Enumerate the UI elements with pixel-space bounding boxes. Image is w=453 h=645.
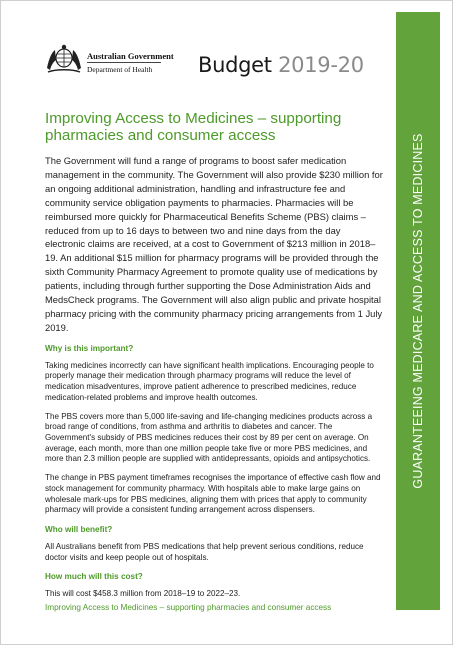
budget-heading — [198, 53, 364, 77]
budget-year: 2019-20 — [278, 53, 364, 77]
department-name: Department of Health — [87, 65, 153, 74]
coat-of-arms-icon — [44, 42, 84, 76]
section-heading-benefit: Who will benefit? — [45, 524, 113, 534]
section-heading-cost: How much will this cost? — [45, 572, 143, 582]
budget-word: Budget — [198, 53, 272, 77]
section-heading-why: Why is this important? — [45, 343, 134, 353]
side-band-label: GUARANTEEING MEDICARE AND ACCESS TO MEDICINES — [411, 133, 425, 489]
paragraph-why-2: The PBS covers more than 5,000 life-saving and life-changing medicines products across a broad range of conditions, from asthma and arthritis to diabetes and cancer. The Government's subsidy of PBS medicines reduces their cost by 89 per cent on average. On average, each month, more than one million people take five or more PBS medicines, and more than 2.3 million people are supplied with antidepressants, opioids and antipsychotics. — [45, 411, 373, 464]
lead-paragraph: The Government will fund a range of programs to boost safer medication management in the community. The Government will also provide $230 million for an ongoing additional administration, handling and infrastructure fee and community service obligation payments to pharmacies. Pharmacies will be reimbursed more quickly for Pharmaceutical Benefits Scheme (PBS) claims – reduced from up to 16 days to between two and nine days from the day electronic claims are received, at a cost to Government of $213 million in 2018–19. An additional $15 million for pharmacy programs will be provided through the sixth Community Pharmacy Agreement to promote quality use of medications by patients, including through further supporting the Dose Administration Aids and MedsCheck programs. The Government will also align public and private hospital pharmacy pricing with the community pharmacy pricing arrangements from 1 July 2019. — [45, 155, 383, 333]
government-name: Australian Government — [87, 51, 174, 61]
document-title: Improving Access to Medicines – supporting pharmacies and consumer access — [45, 110, 342, 144]
main-content — [45, 110, 383, 600]
header — [44, 42, 389, 87]
paragraph-why-3: The change in PBS payment timeframes recognises the importance of effective cash flow and stock management for community pharmacy. With hospitals able to make large gains on wholesale mark-ups for PBS medicines, aligning them with prices that apply to community pharmacy will provide a consistent funding arrangement across dispensers. — [45, 473, 381, 515]
footer-text: Improving Access to Medicines – supporting pharmacies and consumer access — [45, 603, 332, 612]
paragraph-why-1: Taking medicines incorrectly can have significant health implications. Encouraging people to properly manage their medication through pharmacy programs will reduce the level of medication misadventures, improve patient adherence to prescribed medicines, reduce medication-related problems and improve health outcomes. — [45, 360, 374, 402]
paragraph-cost: This will cost $458.3 million from 2018–19 to 2022–23. — [45, 589, 241, 599]
logo-divider — [87, 62, 161, 63]
paragraph-benefit: All Australians benefit from PBS medications that help prevent serious conditions, reduce doctor visits and keep people out of hospitals. — [45, 541, 364, 562]
